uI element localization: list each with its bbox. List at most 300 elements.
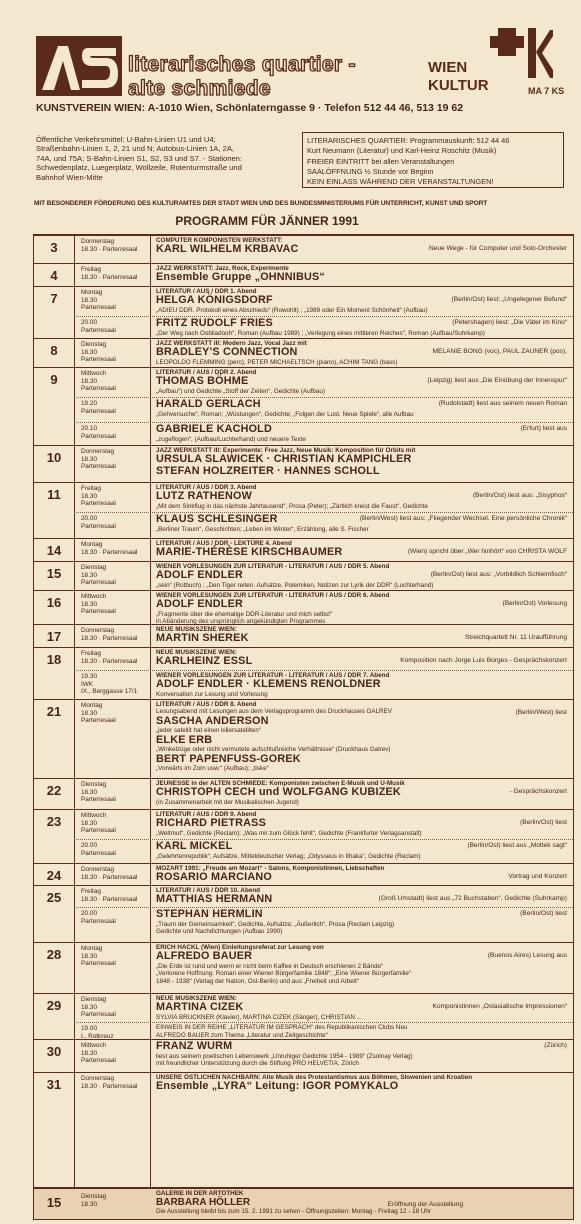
event-when-line: 18.30 · Parterresaal xyxy=(81,657,138,665)
event-detail: EINWEIS IN DER REIHE „LITERATUR IM GESPRÄCH“ des Republikanischen Clubs Neu xyxy=(156,1024,408,1031)
event-body xyxy=(156,672,568,698)
event-detail: „Vorwärts im Zorn usw.“ (Aufbau); „tiske“ xyxy=(156,765,269,773)
info-box-line: FREIER EINTRITT bei allen Veranstaltungen xyxy=(307,156,455,166)
event-row xyxy=(34,286,573,317)
event-row xyxy=(34,809,573,840)
event-when-line: Mittwoch xyxy=(81,370,107,377)
event-when-line: 18.30 · Parterresaal xyxy=(81,1082,138,1090)
event-when-line: 18.30 · Parterresaal xyxy=(81,634,138,642)
event-note: (Berlin/Ost) liest aus: „Sisyphos“ xyxy=(472,492,567,499)
event-category: WIENER VORLESUNGEN ZUR LITERATUR - LITERATUR / AUS / DDR 6. Abend xyxy=(156,592,390,599)
event-when-line: Freitag xyxy=(81,650,101,657)
event-when xyxy=(81,1042,145,1065)
event-performer: ALFREDO BAUER xyxy=(156,950,253,963)
event-when-line: Donnerstag xyxy=(81,627,115,634)
event-when-line: 18.30 xyxy=(81,455,97,463)
event-day: 21 xyxy=(46,704,62,719)
event-row xyxy=(34,263,573,287)
event-performer: BRADLEY'S CONNECTION xyxy=(156,346,298,359)
event-when-line: 20.00 xyxy=(81,319,97,326)
event-performer: HELGA KÖNIGSDORF xyxy=(156,294,273,307)
event-when-line: Parterresaal xyxy=(81,500,116,508)
event-when-line: 18.30 · Parterresaal xyxy=(81,873,138,881)
event-day: 10 xyxy=(46,450,62,465)
event-note: (Berlin/Ost) Vorlesung xyxy=(502,600,567,607)
event-performer: LUTZ RATHENOW xyxy=(156,490,252,503)
svg-text:MA 7 KS: MA 7 KS xyxy=(528,86,565,96)
event-when-line: 18.30 xyxy=(81,377,97,385)
event-body xyxy=(156,1074,568,1093)
event-when-line: 18.30 xyxy=(81,492,97,500)
event-when-line: 18.30 · Parterresaal xyxy=(81,548,138,556)
event-detail: „Berliner Traum“, Geschichten; „Leben im Winter“, Erzählung, alle S. Fischer xyxy=(156,525,369,533)
event-when-line: Freitag xyxy=(81,485,101,492)
event-when-line: Parterresaal xyxy=(81,1011,116,1019)
event-note: (Berlin/Ost) liest xyxy=(520,819,567,826)
event-note: (Berlin/Ost) liest aus: „Vorbildlich Schleimfisch“ xyxy=(430,571,567,578)
event-when-line: 18.30 · Parterresaal xyxy=(81,245,138,253)
event-detail: „Aufbau“) und Gedichte „Stoff der Zeiten“, Gedichte (Aufbau) xyxy=(156,387,325,395)
event-category: NEUE MUSIKSZENE WIEN: xyxy=(156,995,237,1002)
event-when-line: 18.30 xyxy=(81,952,97,960)
event-body xyxy=(156,865,568,884)
event-detail: „Gehversuche“, Roman; „Wüstungen“, Gedichte; „Folgen der Lust. Neue Spiele“, alle Aufbau xyxy=(156,410,414,418)
traffic-line: Bahnhof Wien-Mitte xyxy=(36,172,103,182)
event-when-line: Parterresaal xyxy=(81,356,116,364)
event-when xyxy=(81,627,145,642)
info-box-line: Kurt Neumann (Literatur) und Karl-Heinz Roschitz (Musik) xyxy=(307,146,497,156)
event-performer: MARIE-THÉRÈSE KIRSCHBAUMER xyxy=(156,546,343,559)
event-when-line: Parterresaal xyxy=(81,385,116,393)
event-when-line: Parterresaal xyxy=(81,608,116,616)
event-body xyxy=(156,592,568,626)
event-when-line: Dienstag xyxy=(81,996,107,1003)
event-when-line: 18.30 xyxy=(81,1003,97,1011)
event-body xyxy=(156,265,568,284)
event-when xyxy=(81,238,145,253)
event-note: (Leipzig) liest aus „Die Einübung der Innenspur“ xyxy=(427,377,567,384)
event-when-line: 18.30 · Parterresaal xyxy=(81,273,138,281)
event-note: (Zürich) xyxy=(544,1042,567,1049)
event-performer: ELKE ERB xyxy=(156,733,213,746)
event-day: 28 xyxy=(46,947,62,962)
event-performer: RICHARD PIETRASS xyxy=(156,817,266,830)
event-when-line: Parterresaal xyxy=(81,432,116,440)
event-when-line: Parterresaal xyxy=(81,579,116,587)
event-body xyxy=(156,811,568,837)
event-performer: KARL WILHELM KRBAVAC xyxy=(156,243,299,256)
alte-schmiede-logo xyxy=(36,36,122,96)
event-category: WIENER VORLESUNGEN ZUR LITERATUR - LITERATUR / AUS / DDR 5. Abend xyxy=(156,563,390,570)
event-when-line: 18.30 xyxy=(81,600,97,608)
event-detail: „Traum der Gemeinsamkeit“, Gedichte, Aufsätze; „Äußerlich“, Prosa (Reclam Leipzig) xyxy=(156,920,395,928)
event-when-line: Parterresaal xyxy=(81,407,116,415)
event-detail: „jeder satellit hat einen killersatelliten“ xyxy=(156,727,261,735)
event-row xyxy=(74,839,573,864)
event-row xyxy=(34,235,573,264)
event-when-line: 19.30 xyxy=(81,673,97,680)
event-performer: FRITZ RUDOLF FRIES xyxy=(156,317,273,329)
event-when-line: Donnerstag xyxy=(81,1075,115,1082)
event-when xyxy=(81,1025,145,1040)
traffic-line: Straßenbahn-Linien 1, 2, 21 und N; Autobus-Linien 1A, 2A, xyxy=(36,144,234,154)
event-performer: KLAUS SCHLESINGER xyxy=(156,513,278,525)
event-note: (Berlin/West) liest xyxy=(515,709,567,716)
event-row xyxy=(34,482,573,513)
event-category: JAZZ WERKSTATT III: Experimente: Free Jazz, Neue Musik: Komposition für Orbits mit xyxy=(156,447,416,454)
event-category: LITERATUR / AUS / DDR 2. Abend xyxy=(156,369,257,376)
footer-when xyxy=(81,1193,145,1208)
event-when xyxy=(81,1075,145,1090)
event-day: 8 xyxy=(50,343,58,358)
info-box-line: KEIN EINLASS WÄHREND DER VERANSTALTUNGEN! xyxy=(307,177,494,187)
event-when-line: 20.00 xyxy=(81,910,97,917)
event-detail: Lesungsabend mit Lesungen aus dem Verlagsprogramm des Druckhauses GALREV xyxy=(156,708,392,716)
event-when-line: Parterresaal xyxy=(81,304,116,312)
event-performer: MARTINA CIZEK xyxy=(156,1001,244,1014)
event-performer: STEPHAN HERMLIN xyxy=(156,908,263,920)
event-detail: „Die Erde ist rund und wenn er nicht beim Kaffee in Deutsch erschienen 2 Bände“ xyxy=(156,962,384,970)
event-note: Komposition nach Jorge Luis Borges - Gesprächskonzert xyxy=(400,657,567,664)
event-when-line: Mittwoch xyxy=(81,812,107,819)
event-detail: „Verlorene Hoffnung. Roman einer Wiener Bürgerfamilie 1848“; „Eine Wiener Bürgerfamilie“ xyxy=(156,970,412,978)
info-box-line: LITERARISCHES QUARTIER: Programmauskunft: 512 44 46 xyxy=(307,136,510,145)
event-when xyxy=(81,289,145,312)
event-detail: „Fragmente über die ehemalige DDR-Literatur und mich selbst“ xyxy=(156,610,333,618)
event-when xyxy=(81,781,145,804)
event-when-line: Parterresaal xyxy=(81,1057,116,1065)
programme-table xyxy=(33,234,574,1188)
event-day: 25 xyxy=(46,890,62,905)
event-category: COMPUTER KOMPONISTEN WERKSTATT: xyxy=(156,237,283,244)
event-day: 14 xyxy=(46,543,62,558)
event-performer: SASCHA ANDERSON xyxy=(156,714,269,727)
event-row xyxy=(34,863,573,886)
event-when-line: 18.30 xyxy=(81,709,97,717)
event-note: (Petershagen) liest: „Die Väter im Kino“ xyxy=(452,319,567,326)
event-when xyxy=(81,910,145,925)
event-when-line: Parterresaal xyxy=(81,326,116,334)
event-when xyxy=(81,888,145,903)
event-when-line: 18.30 xyxy=(81,296,97,304)
footer-name: BARBARA HÖLLER xyxy=(156,1197,251,1209)
event-detail: liest aus seinem poetischen Lebenswerk „Unruhiger Gedichte 1954 - 1989“ (Zsolnay Verlag) xyxy=(156,1052,413,1060)
event-body xyxy=(156,1041,568,1068)
event-day: 24 xyxy=(46,868,62,883)
traffic-line: 74A, und 75A; S-Bahn-Linien S1, S2, S3 und S7. - Stationen: xyxy=(36,153,243,163)
event-when-line: Parterresaal xyxy=(81,463,116,471)
event-day: 11 xyxy=(47,487,61,502)
svg-text:WIEN: WIEN xyxy=(428,59,468,76)
gallery-footer xyxy=(33,1188,574,1220)
event-category: JEUNESSE in der ALTEN SCHMIEDE: Komponisten zwischen E-Musik und U-Musik xyxy=(156,780,405,787)
event-category: ERICH HACKL (Wien) Einleitungsreferat zur Lesung von xyxy=(156,944,324,951)
event-when-line: 18.30 xyxy=(81,1049,97,1057)
footer-category: GALERIE IN DER ARTOTHEK xyxy=(156,1190,244,1197)
event-when-line: 18.30 xyxy=(81,788,97,796)
event-note: MELANIE BONG (voc), PAUL ZAUNER (pos), xyxy=(432,348,567,355)
event-detail: „Der Weg nach Oobliadooh“, Roman (Aufbau 1989) ; „Verlegung eines mittleren Reiches“, Roman (Aufbau/Suhrkamp) xyxy=(156,329,485,337)
event-row xyxy=(34,445,573,483)
event-row xyxy=(74,907,573,943)
event-category: LITERATUR / AUS / DDR 10. Abend xyxy=(156,887,261,894)
header xyxy=(0,0,581,207)
event-when xyxy=(81,996,145,1019)
event-row xyxy=(74,316,573,339)
event-body xyxy=(156,1024,568,1039)
event-day: 30 xyxy=(46,1044,62,1059)
event-performer: ADOLF ENDLER · KLEMENS RENOLDNER xyxy=(156,678,381,691)
event-performer: MARTIN SHEREK xyxy=(156,632,249,645)
event-when-line: 20.00 xyxy=(81,842,97,849)
event-performer: ADOLF ENDLER xyxy=(156,569,243,582)
event-day: 29 xyxy=(46,998,62,1013)
event-when xyxy=(81,842,145,857)
event-when-line: Freitag xyxy=(81,266,101,273)
event-note: (Wien) spricht über „Wer hinhört“ von CHRISTA WOLF xyxy=(407,548,567,555)
event-when xyxy=(81,266,145,281)
event-detail: Gedichte und Nachdichtungen (Aufbau 1990) xyxy=(156,928,283,935)
event-body xyxy=(156,780,568,806)
event-performer: KARL MICKEL xyxy=(156,840,233,852)
event-row xyxy=(74,422,573,446)
event-performer: FRANZ WURM xyxy=(156,1040,233,1052)
event-when-line: 18.30 xyxy=(81,819,97,827)
event-category: JAZZ WERKSTATT: Jazz, Rock, Experimente xyxy=(156,265,289,272)
event-note: Streichquartett Nr. 11 Uraufführung xyxy=(464,634,567,641)
event-when-line: 18.30 · Parterresaal xyxy=(81,895,138,903)
event-row xyxy=(74,512,573,539)
event-row xyxy=(34,942,573,994)
event-when-line: IWK xyxy=(81,680,94,688)
event-category: UNSERE ÖSTLICHEN NACHBARN: Alte Musik des Protestantismus aus Böhmen, Slowenien und Kroatien xyxy=(156,1074,473,1081)
event-when-line: Montag xyxy=(81,702,103,709)
event-when xyxy=(81,564,145,587)
event-day: 3 xyxy=(50,240,58,255)
event-body xyxy=(156,447,568,477)
event-when-line: Dienstag xyxy=(81,781,107,788)
event-when-line: 18.30 xyxy=(81,348,97,356)
event-performer: Ensemble Gruppe „OHNNIBUS“ xyxy=(156,271,325,284)
event-category: NEUE MUSIKSZENE WIEN: xyxy=(156,649,237,656)
event-note: (Berlin/West) liest aus: „Fliegender Wechsel. Eine persönliche Chronik“ xyxy=(359,515,567,522)
event-detail: „ADIEU DDR. Protokoll eines Abschieds“ (Rowohlt) ; „1989 oder Ein Moment Schönheit“ (Aufbau) xyxy=(156,306,428,314)
event-when-line: Montag xyxy=(81,541,103,548)
event-when-line: 19.20 xyxy=(81,400,97,407)
info-box-line: SAALÖFFNUNG ½ Stunde vor Beginn xyxy=(307,166,434,176)
event-day: 23 xyxy=(46,814,62,829)
event-when-line: Montag xyxy=(81,945,103,952)
event-note: (Groß Umstadt) liest aus „72 Buchstaben“, Gedichte (Suhrkamp) xyxy=(378,895,567,902)
event-performer: HARALD GERLACH xyxy=(156,398,261,410)
event-when-line: Parterresaal xyxy=(81,917,116,925)
public-transport-info xyxy=(36,135,286,182)
event-row xyxy=(34,778,573,810)
event-when-line: Parterresaal xyxy=(81,522,116,530)
event-when-line: 20.00 xyxy=(81,515,97,522)
event-row xyxy=(34,885,573,908)
event-when xyxy=(81,448,145,471)
event-detail: ALFREDO BAUER zum Thema „Literatur und Zeitgeschichte“ xyxy=(156,1031,328,1039)
event-category: LITERATUR / AUS / DDR 1. Abend xyxy=(156,288,257,295)
event-performer: CHRISTOPH CECH und WOLFGANG KUBIZEK xyxy=(156,786,401,799)
event-row xyxy=(34,647,573,671)
event-day: 22 xyxy=(46,783,62,798)
title-line-1: literarisches quartier - xyxy=(128,53,356,76)
event-detail: (in Zusammenarbeit mit der Musikalischen Jugend) xyxy=(156,798,299,806)
event-day: 4 xyxy=(50,268,58,283)
event-note: Neue Wege - für Computer und Solo-Orchester xyxy=(428,245,567,252)
event-performer: URSULA SLAWICEK · CHRISTIAN KAMPICHLER xyxy=(156,453,412,466)
event-detail: LEOPOLDO FLEMMING (perc), PETER MICHAELTSCH (piano), ACHIM TANG (bass) xyxy=(156,358,398,366)
event-when xyxy=(81,812,145,835)
event-detail: Konversation zur Lesung und Vorlesung xyxy=(156,690,268,698)
event-performer: BERT PAPENFUSS-GOREK xyxy=(156,752,301,765)
event-detail: „Weltmut“, Gedichte (Reclam); „Was mir zum Glück fehlt“, Gedichte (Frankfurter Verlagsanstalt) xyxy=(156,829,422,837)
event-when-line: Freitag xyxy=(81,888,101,895)
event-note: Vortrag und Konzert xyxy=(508,873,567,880)
event-when-line: Parterresaal xyxy=(81,717,116,725)
event-detail: 1848 - 1938“ (Verlag der Nation, Ost-Berlin) und aus „Freiheit und Arbeit“ xyxy=(156,977,360,985)
event-detail: mit freundlicher Unterstützung durch die Stiftung PRO HELVETIA, Zürich xyxy=(156,1060,359,1067)
event-body xyxy=(156,944,568,985)
event-when xyxy=(81,866,145,881)
programme-title: PROGRAMM FÜR JÄNNER 1991 xyxy=(175,214,359,228)
event-when xyxy=(81,370,145,393)
event-day: 31 xyxy=(46,1077,62,1092)
event-body xyxy=(156,909,568,936)
event-detail: „sein“ (Rotbuch) ; „Den Tiger reiten. Aufsätze, Polemiken, Notizen zur Lyrik der DDR“ (Luchterhand) xyxy=(156,581,434,589)
event-when xyxy=(81,425,145,440)
event-day: 16 xyxy=(46,595,62,610)
event-detail: „Gelehrtenrepublik“, Aufsätze, Mitteldeutscher Verlag; „Odysseus in Ithaka“, Gedichte (Reclam) xyxy=(156,852,421,860)
event-category: LITERATUR / AUS / DDR - LEKTÜRE 4. Abend xyxy=(156,540,292,547)
event-when-line: Dienstag xyxy=(81,341,107,348)
event-when-line: Mittwoch xyxy=(81,1042,107,1049)
event-when-line: 20.10 xyxy=(81,425,97,432)
event-when xyxy=(81,319,145,334)
event-performer: STEFAN HOLZREITER · HANNES SCHOLL xyxy=(156,464,380,477)
footer-when-line: 18.30 xyxy=(81,1200,97,1208)
event-performer: THOMAS BÖHME xyxy=(156,375,249,388)
event-performer: Ensemble „LYRA“ Leitung: IGOR POMYKALO xyxy=(156,1080,399,1093)
event-note: (Buenos Aires) Lesung aus xyxy=(487,952,567,959)
traffic-line: Schwedenplatz, Luegerplatz, Wollzeile, Rotenturmstraße und xyxy=(36,163,242,173)
event-row xyxy=(74,397,573,423)
event-row xyxy=(34,624,573,648)
event-row xyxy=(74,1022,573,1040)
event-note: (Berlin/Ost) liest: „Ungelegener Befund“ xyxy=(451,296,567,303)
event-note: (Rudolstadt) liest aus seinem neuen Roman xyxy=(438,400,567,407)
event-note: (Erfurt) liest aus xyxy=(520,425,567,432)
event-day: 9 xyxy=(50,372,58,387)
event-when-line: Mittwoch xyxy=(81,593,107,600)
event-note: (Berlin/Ost) liest aus „Mottek sagt“ xyxy=(467,842,567,849)
event-day: 15 xyxy=(46,566,62,581)
event-performer: MATTHIAS HERMANN xyxy=(156,893,273,906)
event-category: MOZART 1991: „Freude am Mozart“ - Salons, Komponistinnen, Liebschaften xyxy=(156,865,385,872)
event-when-line: Parterresaal xyxy=(81,849,116,857)
event-when-line: 19.00 xyxy=(81,1025,97,1032)
event-when xyxy=(81,593,145,616)
event-row xyxy=(34,1072,573,1103)
event-performer: ROSARIO MARCIANO xyxy=(156,871,272,884)
event-category: LITERATUR / AUS / DDR 3. Abend xyxy=(156,484,257,491)
event-when-line: I., Rotkreuz xyxy=(81,1032,114,1040)
event-row xyxy=(74,670,573,700)
event-row xyxy=(34,561,573,591)
event-note: (Berlin/Ost) liest xyxy=(520,910,567,917)
event-when-line: IX., Berggasse 17/1 xyxy=(81,688,138,696)
event-category: NEUE MUSIKSZENE WIEN: xyxy=(156,626,237,633)
address: KUNSTVEREIN WIEN: A-1010 Wien, Schönlaterngasse 9 · Telefon 512 44 46, 513 19 62 xyxy=(36,102,464,114)
event-note: Komponistinnen „Ostasiatische Impressionen“ xyxy=(432,1003,567,1010)
event-detail: „Winkelzüge oder nicht vermutete aufschlußreiche Verhältnisse“ (Druckhaus Galrev) xyxy=(156,746,391,754)
event-performer: ADOLF ENDLER xyxy=(156,598,243,611)
event-row xyxy=(34,338,573,368)
event-when xyxy=(81,485,145,508)
event-when xyxy=(81,341,145,364)
event-body xyxy=(156,424,568,443)
event-when xyxy=(81,650,145,665)
event-when xyxy=(81,515,145,530)
programme-info-box xyxy=(302,132,564,188)
event-day: 7 xyxy=(50,291,58,306)
event-when-line: Montag xyxy=(81,289,103,296)
event-detail: „Mit dem Sinkflug in das nächste Jahrtausend“, Prosa (Peter); „Zärtlich kreist die Faust“, Gedichte xyxy=(156,502,428,510)
event-category: LITERATUR / AUS / DDR 9. Abend xyxy=(156,811,257,818)
event-when-line: 18.30 xyxy=(81,571,97,579)
event-detail: „zugeflogen“, (Aufbau/Luchterhand) und neuere Texte xyxy=(156,435,306,443)
footer-day: 15 xyxy=(46,1195,62,1210)
footer-note: Eröffnung der Ausstellung xyxy=(387,1201,463,1208)
event-when-line: Parterresaal xyxy=(81,960,116,968)
wien-kultur-logo xyxy=(428,28,565,98)
event-day: 18 xyxy=(46,652,62,667)
event-detail: in Abänderung des ursprünglich angekündigten Programmes xyxy=(156,618,326,626)
event-row xyxy=(34,699,573,779)
event-row xyxy=(34,1039,573,1073)
event-row xyxy=(34,538,573,562)
title-line-2: alte schmiede xyxy=(128,77,271,100)
event-when xyxy=(81,945,145,968)
event-when-line: Parterresaal xyxy=(81,827,116,835)
event-performer: KARLHEINZ ESSL xyxy=(156,655,253,668)
event-when xyxy=(81,702,145,725)
traffic-line: Öffentliche Verkehrsmittel: U-Bahn-Linien U1 und U4; xyxy=(36,135,216,144)
event-row xyxy=(34,590,573,625)
footer-detail: Die Ausstellung bleibt bis zum 15. 2. 1991 zu sehen - Öffnungszeiten: Montag - Freitag 12 - 18 Uhr xyxy=(156,1208,432,1216)
event-category: JAZZ WERKSTATT III: Modern Jazz, Vocal Jazz mit xyxy=(156,340,307,347)
event-note: - Gesprächskonzert xyxy=(509,788,567,795)
event-when xyxy=(81,673,145,696)
event-row xyxy=(34,993,573,1023)
event-performer: GABRIELE KACHOLD xyxy=(156,423,272,435)
event-when xyxy=(81,400,145,415)
event-day: 17 xyxy=(46,629,62,644)
event-when-line: Parterresaal xyxy=(81,796,116,804)
svg-text:KULTUR: KULTUR xyxy=(428,77,489,94)
event-when-line: Donnerstag xyxy=(81,238,115,245)
event-when-line: Dienstag xyxy=(81,564,107,571)
event-when-line: Donnerstag xyxy=(81,866,115,873)
event-detail: SYLVIA BRUCKNER (Klavier), MARTINA CIZEK (Sänger), CHRISTIAN ... xyxy=(156,1013,362,1021)
support-line: MIT BESONDERER FÖRDERUNG DES KULTURAMTES DER STADT WIEN UND DES BUNDESMINISTERIUMS FÜR UNTERRICHT, KUNST UND SPORT xyxy=(34,200,488,207)
event-when-line: Donnerstag xyxy=(81,448,115,455)
event-body xyxy=(156,701,568,773)
event-row xyxy=(34,367,573,398)
footer-body xyxy=(156,1190,568,1216)
